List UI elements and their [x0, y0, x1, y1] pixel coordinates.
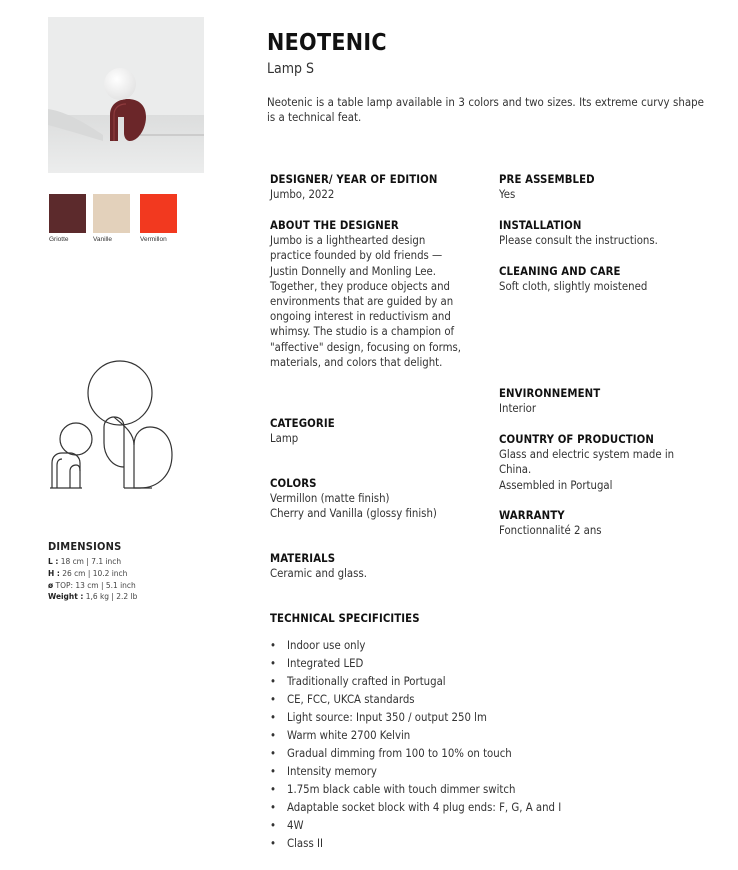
technical-item-text: 4W — [287, 819, 304, 832]
section-country — [499, 432, 714, 493]
technical-item — [270, 637, 561, 655]
technical-item-text: Intensity memory — [287, 765, 377, 778]
section-colors — [270, 476, 490, 522]
section-materials — [270, 551, 480, 581]
section-value: Jumbo, 2022 — [270, 188, 335, 202]
bullet-icon: • — [270, 639, 276, 652]
small-lamp-globe — [60, 423, 92, 455]
lamp-photo-illustration — [48, 17, 204, 173]
technical-item — [270, 691, 561, 709]
swatch-griotte[interactable] — [49, 194, 86, 233]
section-title: DESIGNER/ YEAR OF EDITION — [270, 173, 438, 186]
product-intro: Neotenic is a table lamp available in 3 colors and two sizes. Its extreme curvy shape is a technical feat. — [267, 95, 704, 124]
technical-item-text: Integrated LED — [287, 657, 364, 670]
technical-item — [270, 799, 561, 817]
swatch-vanille[interactable] — [93, 194, 130, 233]
bullet-icon: • — [270, 747, 276, 760]
section-installation — [499, 218, 709, 248]
section-title: CATEGORIE — [270, 417, 335, 430]
section-value: Soft cloth, slightly moistened — [499, 280, 648, 294]
dimension-weight: Weight : 1,6 kg | 2.2 lb — [48, 591, 138, 602]
large-lamp-globe — [88, 361, 152, 425]
swatch-vermillon[interactable] — [140, 194, 177, 233]
section-designer-year — [270, 172, 480, 202]
bullet-icon: • — [270, 675, 276, 688]
technical-item-text: Light source: Input 350 / output 250 lm — [287, 711, 487, 724]
large-lamp-body — [104, 417, 124, 488]
technical-item — [270, 763, 561, 781]
section-title: CLEANING AND CARE — [499, 265, 621, 278]
technical-item-text: Adaptable socket block with 4 plug ends: F, G, A and I — [287, 801, 562, 814]
technical-item-text: Warm white 2700 Kelvin — [287, 729, 411, 742]
swatch-label: Vermillon — [140, 236, 167, 243]
bullet-icon: • — [270, 765, 276, 778]
bullet-icon: • — [270, 657, 276, 670]
section-value: Yes — [499, 188, 516, 202]
section-value: Glass and electric system made in China. Assembled in Portugal — [499, 448, 675, 492]
section-title: TECHNICAL SPECIFICITIES — [270, 612, 420, 625]
section-warranty — [499, 508, 709, 538]
technical-item — [270, 709, 561, 727]
bullet-icon: • — [270, 693, 276, 706]
section-categorie — [270, 416, 480, 446]
bullet-icon: • — [270, 729, 276, 742]
section-value: Vermillon (matte finish) Cherry and Vanilla (glossy finish) — [270, 492, 437, 521]
section-value: Lamp — [270, 432, 299, 446]
section-about-designer — [270, 218, 485, 370]
technical-item-text: Class II — [287, 837, 323, 850]
technical-item-text: CE, FCC, UKCA standards — [287, 693, 415, 706]
section-title: PRE ASSEMBLED — [499, 173, 595, 186]
dimensions-block — [48, 540, 228, 603]
section-title: COUNTRY OF PRODUCTION — [499, 433, 655, 446]
dimension-diameter: ø TOP: 13 cm | 5.1 inch — [48, 579, 136, 590]
section-title: ABOUT THE DESIGNER — [270, 219, 399, 232]
section-value: Fonctionnalité 2 ans — [499, 524, 602, 538]
small-lamp-body — [52, 453, 80, 488]
dimensions-title: DIMENSIONS — [48, 540, 122, 553]
section-technical — [270, 611, 570, 626]
section-value: Interior — [499, 402, 537, 416]
technical-item-text: 1.75m black cable with touch dimmer switch — [287, 783, 516, 796]
section-value: Jumbo is a lighthearted design practice founded by old friends — Justin Donnelly and Monling Lee. Together, they produce objects and environments that are guided by an ongoing interest in reductivism and whimsy. The studio is a champion of "affective" design, focusing on forms, materials, and colors that delight. — [270, 234, 462, 369]
section-title: ENVIRONNEMENT — [499, 387, 601, 400]
technical-item — [270, 835, 561, 853]
section-title: MATERIALS — [270, 552, 336, 565]
section-cleaning — [499, 264, 709, 294]
technical-item — [270, 655, 561, 673]
section-title: WARRANTY — [499, 509, 565, 522]
technical-item-text: Traditionally crafted in Portugal — [287, 675, 446, 688]
bullet-icon: • — [270, 711, 276, 724]
technical-item — [270, 781, 561, 799]
technical-item — [270, 673, 561, 691]
dimension-height: H : 26 cm | 10.2 inch — [48, 567, 128, 578]
lamp-line-drawing — [48, 355, 178, 495]
section-title: INSTALLATION — [499, 219, 582, 232]
section-title: COLORS — [270, 477, 317, 490]
bullet-icon: • — [270, 801, 276, 814]
swatch-label: Griotte — [49, 236, 69, 243]
technical-item — [270, 745, 561, 763]
technical-item — [270, 727, 561, 745]
technical-item-text: Indoor use only — [287, 639, 366, 652]
product-title: NEOTENIC — [267, 30, 387, 56]
bullet-icon: • — [270, 837, 276, 850]
product-variant: Lamp S — [267, 61, 314, 77]
section-environnement — [499, 386, 709, 416]
section-pre-assembled — [499, 172, 709, 202]
bullet-icon: • — [270, 819, 276, 832]
technical-list — [270, 637, 561, 853]
dimension-length: L : 18 cm | 7.1 inch — [48, 556, 122, 566]
bullet-icon: • — [270, 783, 276, 796]
section-value: Please consult the instructions. — [499, 234, 658, 248]
technical-item — [270, 817, 561, 835]
technical-item-text: Gradual dimming from 100 to 10% on touch — [287, 747, 512, 760]
product-photo — [48, 17, 204, 173]
section-value: Ceramic and glass. — [270, 567, 367, 581]
swatch-label: Vanille — [93, 236, 113, 243]
